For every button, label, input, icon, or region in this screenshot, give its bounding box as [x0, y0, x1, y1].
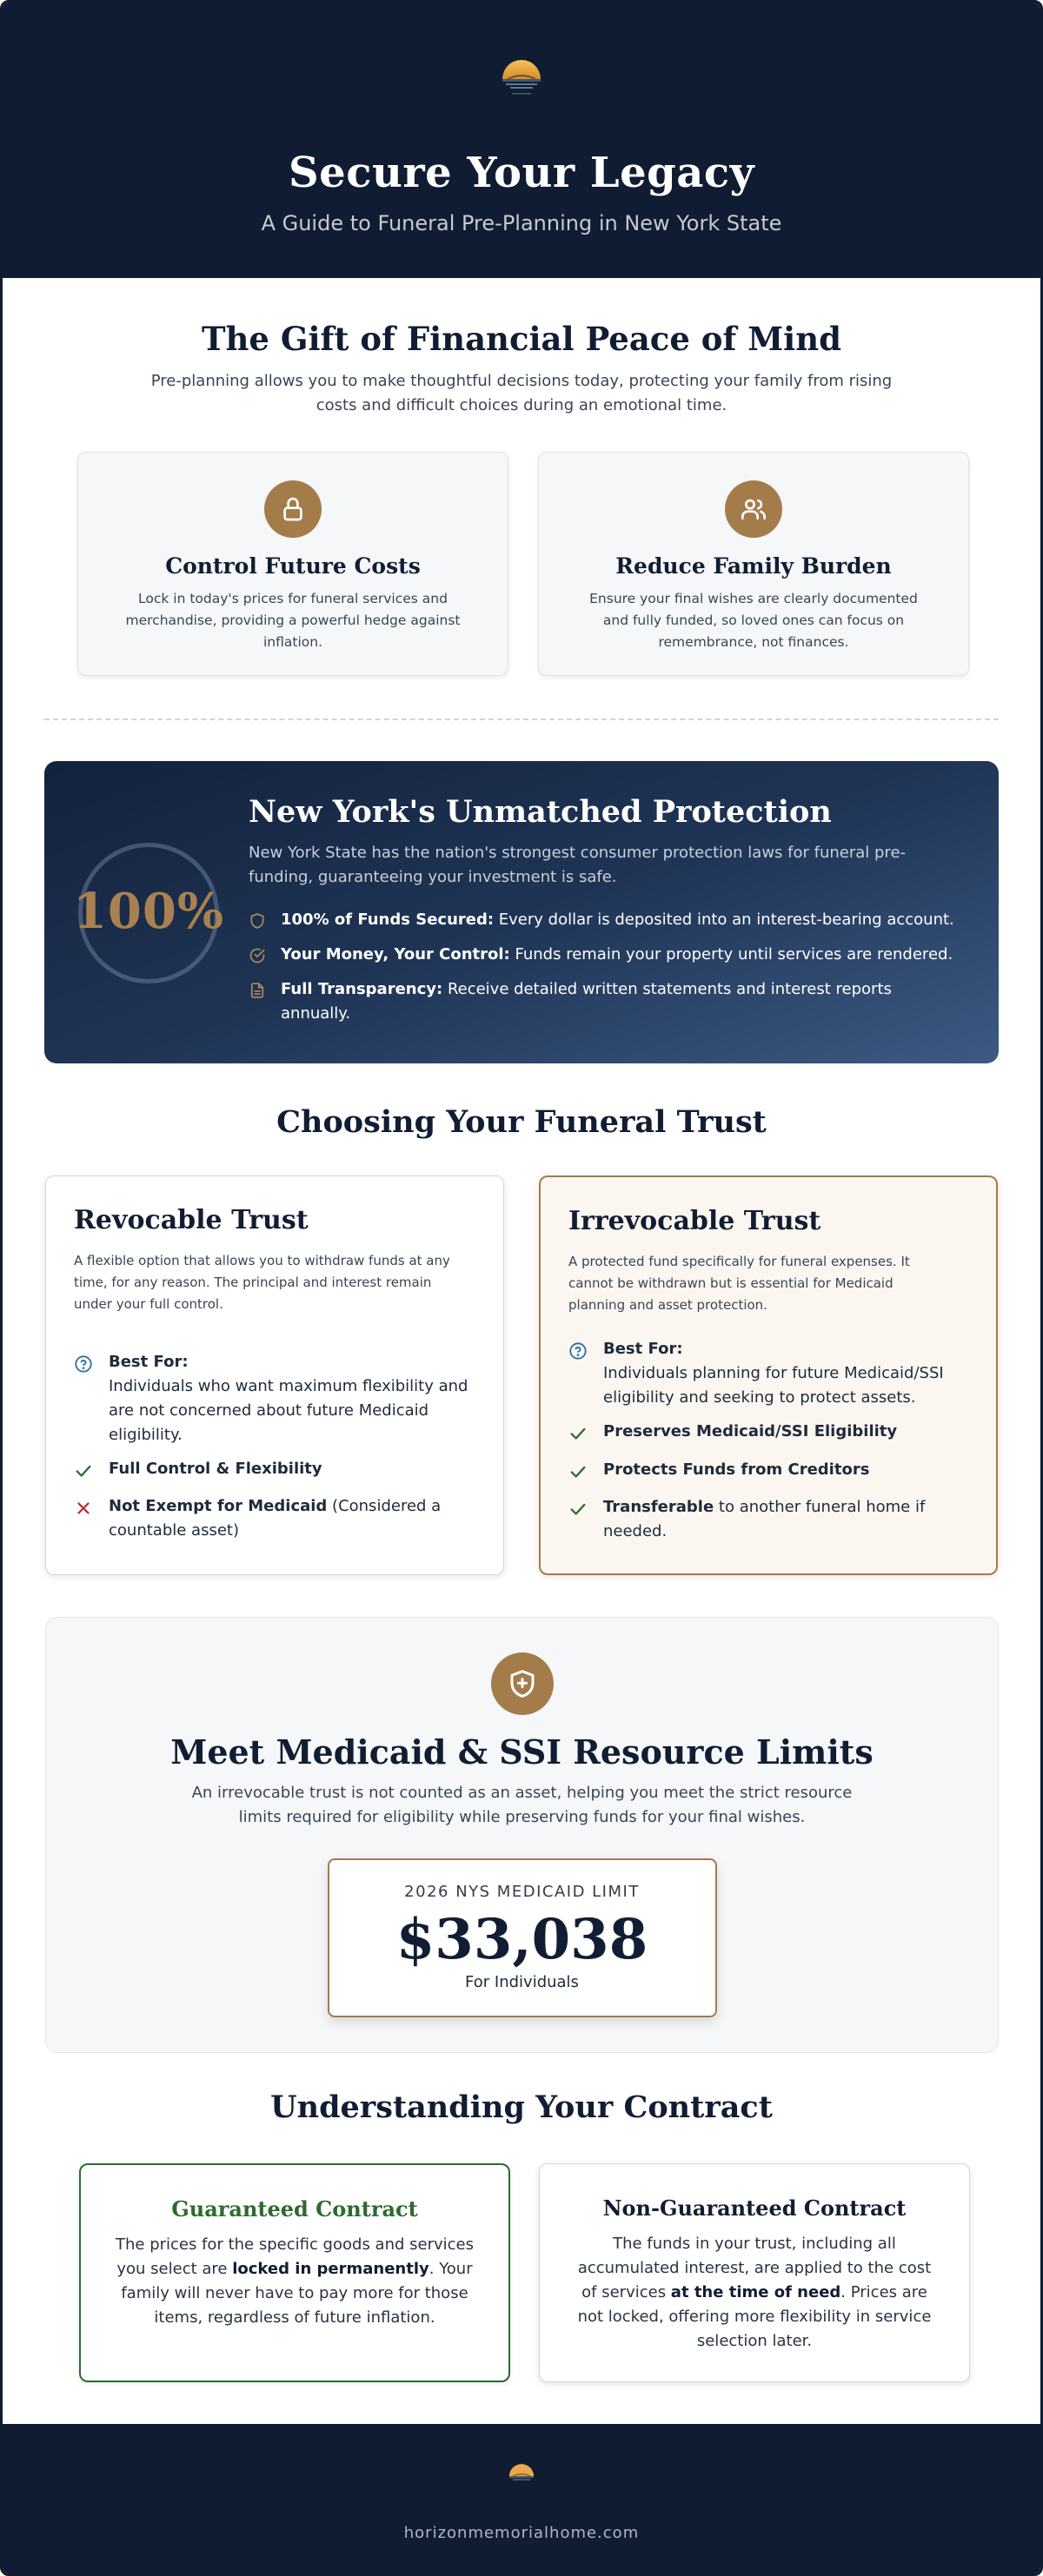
document-icon — [249, 982, 266, 999]
medicaid-limit-box — [328, 1858, 717, 2017]
trust-title: Irrevocable Trust — [568, 1206, 821, 1236]
dashed-divider — [44, 718, 999, 720]
protection-item-transparency: Full Transparency: Receive detailed written statements and interest reports annually. — [249, 977, 961, 1026]
trust-point-preserves-eligibility: Preserves Medicaid/SSI Eligibility — [568, 1420, 970, 1444]
question-circle-icon — [74, 1354, 93, 1374]
trusts-title: Choosing Your Funeral Trust — [276, 1104, 767, 1140]
protection-description: New York State has the nation's strongest consumer protection laws for funeral pre-funding, guaranteeing your investment is safe. — [249, 844, 907, 886]
hero-header — [3, 3, 1040, 278]
feature-text: Ensure your final wishes are clearly documented and fully funded, so loved ones can focus on remembrance, not finances. — [589, 591, 918, 650]
trust-point-full-control: Full Control & Flexibility — [74, 1457, 477, 1481]
medicaid-description: An irrevocable trust is not counted as an asset, helping you meet the strict resource limits required for eligibility while preserving funds for your final wishes. — [191, 1784, 853, 1826]
feature-card-control-costs — [77, 452, 508, 676]
users-icon — [725, 480, 782, 538]
contract-text: The funds in your trust, including all accumulated interest, are applied to the cost of services at the time of need. Prices are not locked, offering more flexibility in service selection later. — [577, 2235, 932, 2350]
shield-plus-icon — [491, 1652, 554, 1715]
contract-text: The prices for the specific goods and services you select are locked in permanently. Your family will never have to pay more for those items, regardless of future inflation. — [116, 2235, 474, 2327]
check-icon — [568, 1500, 588, 1519]
footer — [3, 2424, 1040, 2576]
medicaid-section — [45, 1617, 999, 2053]
section-intro: Pre-planning allows you to make thoughtful decisions today, protecting your family from rising costs and difficult choices during an emotional time. — [150, 372, 893, 414]
contract-title: Non-Guaranteed Contract — [602, 2195, 907, 2221]
page-title: Secure Your Legacy — [289, 149, 754, 197]
feature-text: Lock in today's prices for funeral services and merchandise, providing a powerful hedge against inflation. — [125, 591, 461, 650]
feature-title: Reduce Family Burden — [615, 553, 892, 579]
check-icon — [74, 1461, 93, 1480]
x-icon — [74, 1499, 93, 1518]
page-subtitle: A Guide to Funeral Pre-Planning in New York State — [261, 211, 782, 235]
guaranteed-contract-card — [79, 2163, 510, 2382]
shield-icon — [249, 912, 266, 930]
section-title: The Gift of Financial Peace of Mind — [201, 320, 842, 358]
protection-title: New York's Unmatched Protection — [249, 794, 832, 830]
sunset-logo-icon — [497, 53, 546, 102]
question-circle-icon — [568, 1341, 588, 1361]
contracts-title: Understanding Your Contract — [270, 2089, 773, 2125]
trust-point-not-exempt: Not Exempt for Medicaid (Considered a countable asset) — [74, 1494, 477, 1543]
peace-of-mind-section — [3, 278, 1040, 721]
feature-title: Control Future Costs — [165, 553, 421, 579]
check-icon — [568, 1424, 588, 1443]
percent-badge: 100% — [72, 883, 225, 940]
trust-description: A protected fund specifically for funeral expenses. It cannot be withdrawn but is essential for Medicaid planning and asset protection. — [568, 1254, 910, 1313]
trust-point-transferable: Transferable to another funeral home if needed. — [568, 1495, 970, 1544]
non-guaranteed-contract-card — [539, 2163, 970, 2382]
footer-website-link[interactable]: horizonmemorialhome.com — [403, 2524, 640, 2542]
limit-for: For Individuals — [465, 1973, 579, 1991]
irrevocable-trust-card — [539, 1175, 998, 1575]
limit-amount: $33,038 — [395, 1907, 648, 1972]
revocable-trust-card — [45, 1175, 504, 1575]
trust-description: A flexible option that allows you to withdraw funds at any time, for any reason. The principal and interest remain under your full control. — [74, 1253, 450, 1312]
limit-label: 2026 NYS MEDICAID LIMIT — [404, 1883, 640, 1901]
medicaid-title: Meet Medicaid & SSI Resource Limits — [170, 1732, 874, 1771]
check-circle-icon — [249, 947, 266, 964]
contract-title: Guaranteed Contract — [171, 2196, 418, 2222]
feature-card-family-burden — [538, 452, 969, 676]
best-for: Best For: Individuals who want maximum flexibility and are not concerned about future Medicaid eligibility. — [74, 1350, 477, 1447]
sunset-logo-icon — [506, 2460, 537, 2491]
check-icon — [568, 1462, 588, 1481]
best-for: Best For: Individuals planning for future Medicaid/SSI eligibility and seeking to protect assets. — [568, 1337, 970, 1410]
trust-point-protects-funds: Protects Funds from Creditors — [568, 1458, 970, 1482]
trust-title: Revocable Trust — [74, 1205, 309, 1235]
lock-icon — [264, 480, 322, 538]
ny-protection-banner — [44, 761, 999, 1063]
protection-item-your-control: Your Money, Your Control: Funds remain your property until services are rendered. — [249, 943, 961, 967]
protection-item-funds-secured: 100% of Funds Secured: Every dollar is deposited into an interest-bearing account. — [249, 908, 961, 932]
